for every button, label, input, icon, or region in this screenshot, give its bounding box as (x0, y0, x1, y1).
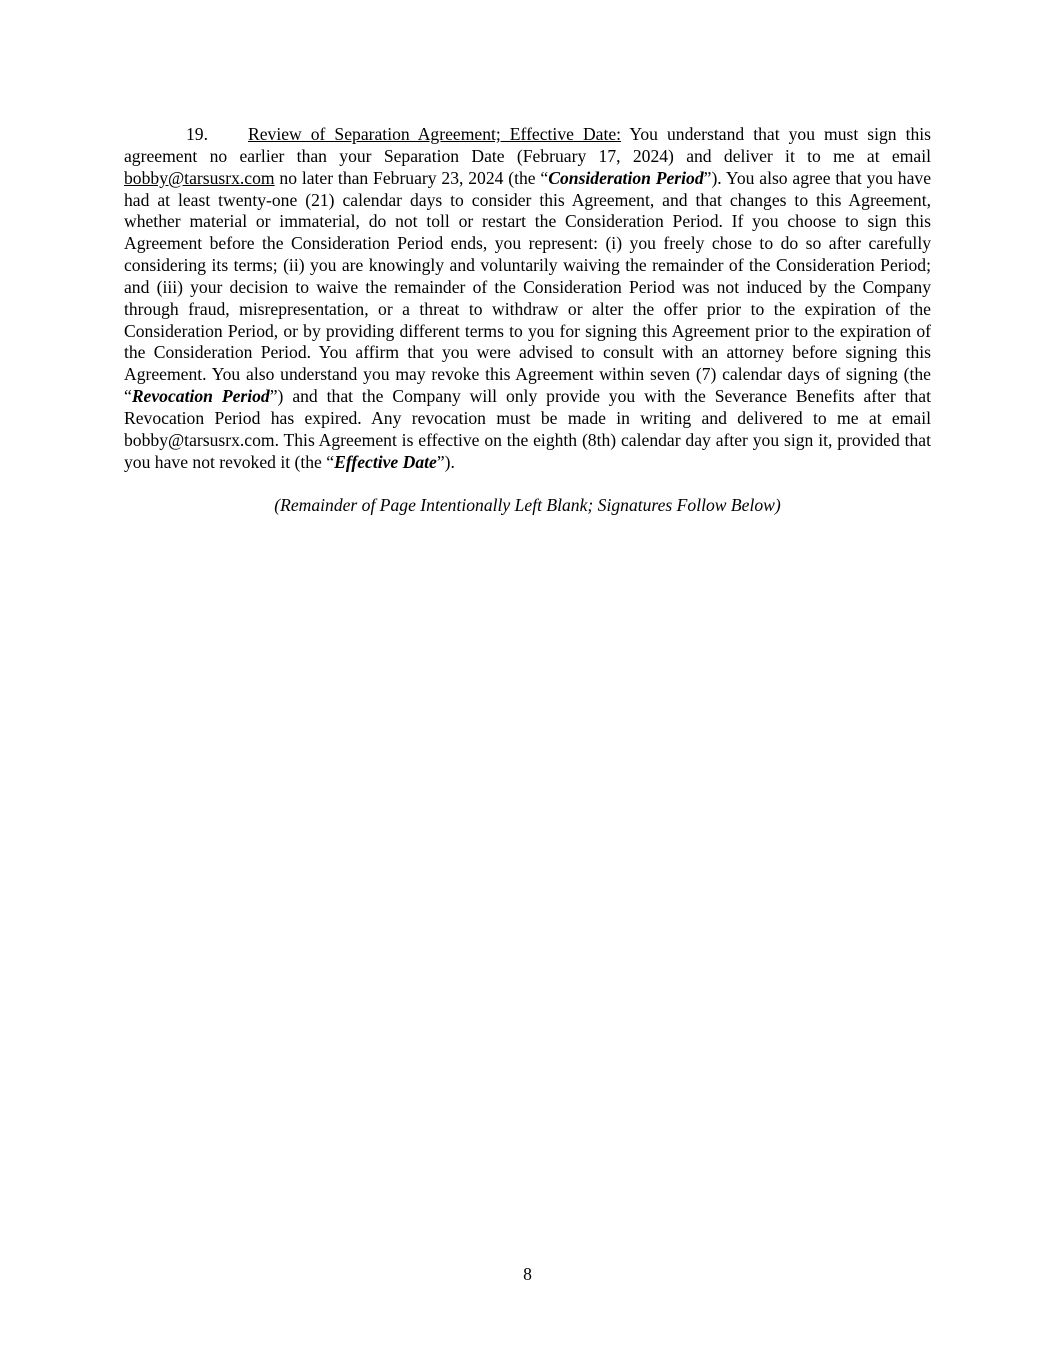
defined-term-revocation-period: Revocation Period (131, 386, 270, 407)
defined-term-consideration-period: Consideration Period (548, 167, 704, 188)
section-number: 19. (186, 124, 208, 144)
section-text-part-4: ”) and that the Company will only provide you with the Severance Benefits after that Revocation Period has expired. Any revocation must be made in writing and delivered to me at email bobby@tarsusrx.com. This Agreement is effective on the eighth (8th) calendar day after you sign it, provided that you have not revoked it (the “ (124, 386, 931, 472)
section-19-paragraph (124, 124, 931, 474)
email-link[interactable]: bobby@tarsusrx.com (124, 167, 275, 188)
section-text-part-5: ”). (436, 451, 455, 472)
defined-term-effective-date: Effective Date (334, 451, 437, 472)
section-text-part-2: no later than February 23, 2024 (the “ (274, 167, 549, 188)
page-number: 8 (523, 1264, 532, 1284)
section-text-part-3: ”). You also agree that you have had at least twenty-one (21) calendar days to consider this Agreement, and that changes to this Agreement, whether material or immaterial, do not toll or restart the Consideration Period. If you choose to sign this Agreement before the Consideration Period ends, you represent: (i) you freely chose to do so after carefully considering its terms; (ii) you are knowingly and voluntarily waiving the remainder of the Consideration Period; and (iii) your decision to waive the remainder of the Consideration Period was not induced by the Company through fraud, misrepresentation, or a threat to withdraw or alter the offer prior to the expiration of the Consideration Period, or by providing different terms to you for signing this Agreement prior to the expiration of the Consideration Period. You affirm that you were advised to consult with an attorney before signing this Agreement. You also understand you may revoke this Agreement within seven (7) calendar days of signing (the “ (124, 167, 932, 407)
section-heading: Review of Separation Agreement; Effective Date: (248, 124, 622, 144)
remainder-note: (Remainder of Page Intentionally Left Blank; Signatures Follow Below) (274, 495, 781, 515)
section-text-part-1: You understand that you must sign this agreement no earlier than your Separation Date (February 17, 2024) and deliver it to me at email (124, 124, 932, 166)
